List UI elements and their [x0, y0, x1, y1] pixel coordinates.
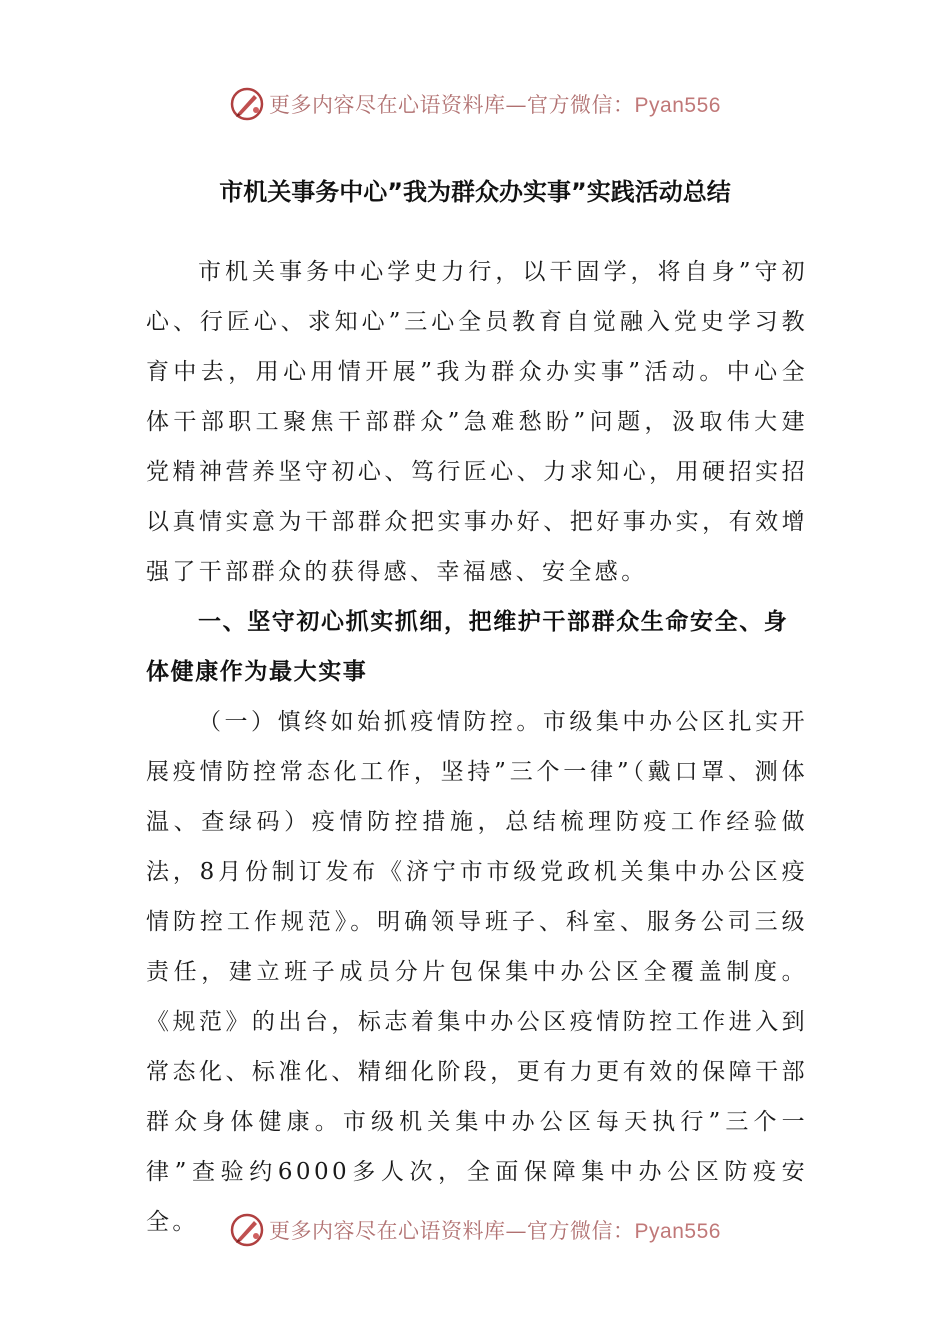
intro-paragraph: 市机关事务中心学史力行，以干固学，将自身”守初心、行匠心、求知心”三心全员教育自觉融入党史学习教育中去，用心用情开展”我为群众办实事”活动。中心全体干部职工聚焦干部群众”急难愁盼”问题，汲取伟大建党精神营养坚守初心、笃行匠心、力求知心，用硬招实招以真情实意为干部群众把实事办好、把好事办实，有效增强了干部群众的获得感、幸福感、安全感。 [146, 259, 808, 585]
watermark-banner-bottom [0, 1210, 950, 1250]
document-body [146, 247, 808, 1247]
pen-logo-icon [229, 86, 265, 122]
watermark-text: 更多内容尽在心语资料库—官方微信：Pyan556 [269, 1219, 721, 1243]
watermark-text: 更多内容尽在心语资料库—官方微信：Pyan556 [269, 93, 721, 117]
sub-section-paragraph: （一）慎终如始抓疫情防控。市级集中办公区扎实开展疫情防控常态化工作，坚持”三个一律”（戴口罩、测体温、查绿码）疫情防控措施，总结梳理防疫工作经验做法，8月份制订发布《济宁市市级党政机关集中办公区疫情防控工作规范》。明确领导班子、科室、服务公司三级责任，建立班子成员分片包保集中办公区全覆盖制度。《规范》的出台，标志着集中办公区疫情防控工作进入到常态化、标准化、精细化阶段，更有力更有效的保障干部群众身体健康。市级机关集中办公区每天执行”三个一律”查验约6000多人次，全面保障集中办公区防疫安全。 [146, 709, 808, 1235]
document-title: 市机关事务中心”我为群众办实事”实践活动总结 [219, 178, 731, 206]
pen-logo-icon [229, 1212, 265, 1248]
watermark-banner-top [0, 84, 950, 124]
section-heading: 一、坚守初心抓实抓细，把维护干部群众生命安全、身体健康作为最大实事 [146, 609, 789, 685]
